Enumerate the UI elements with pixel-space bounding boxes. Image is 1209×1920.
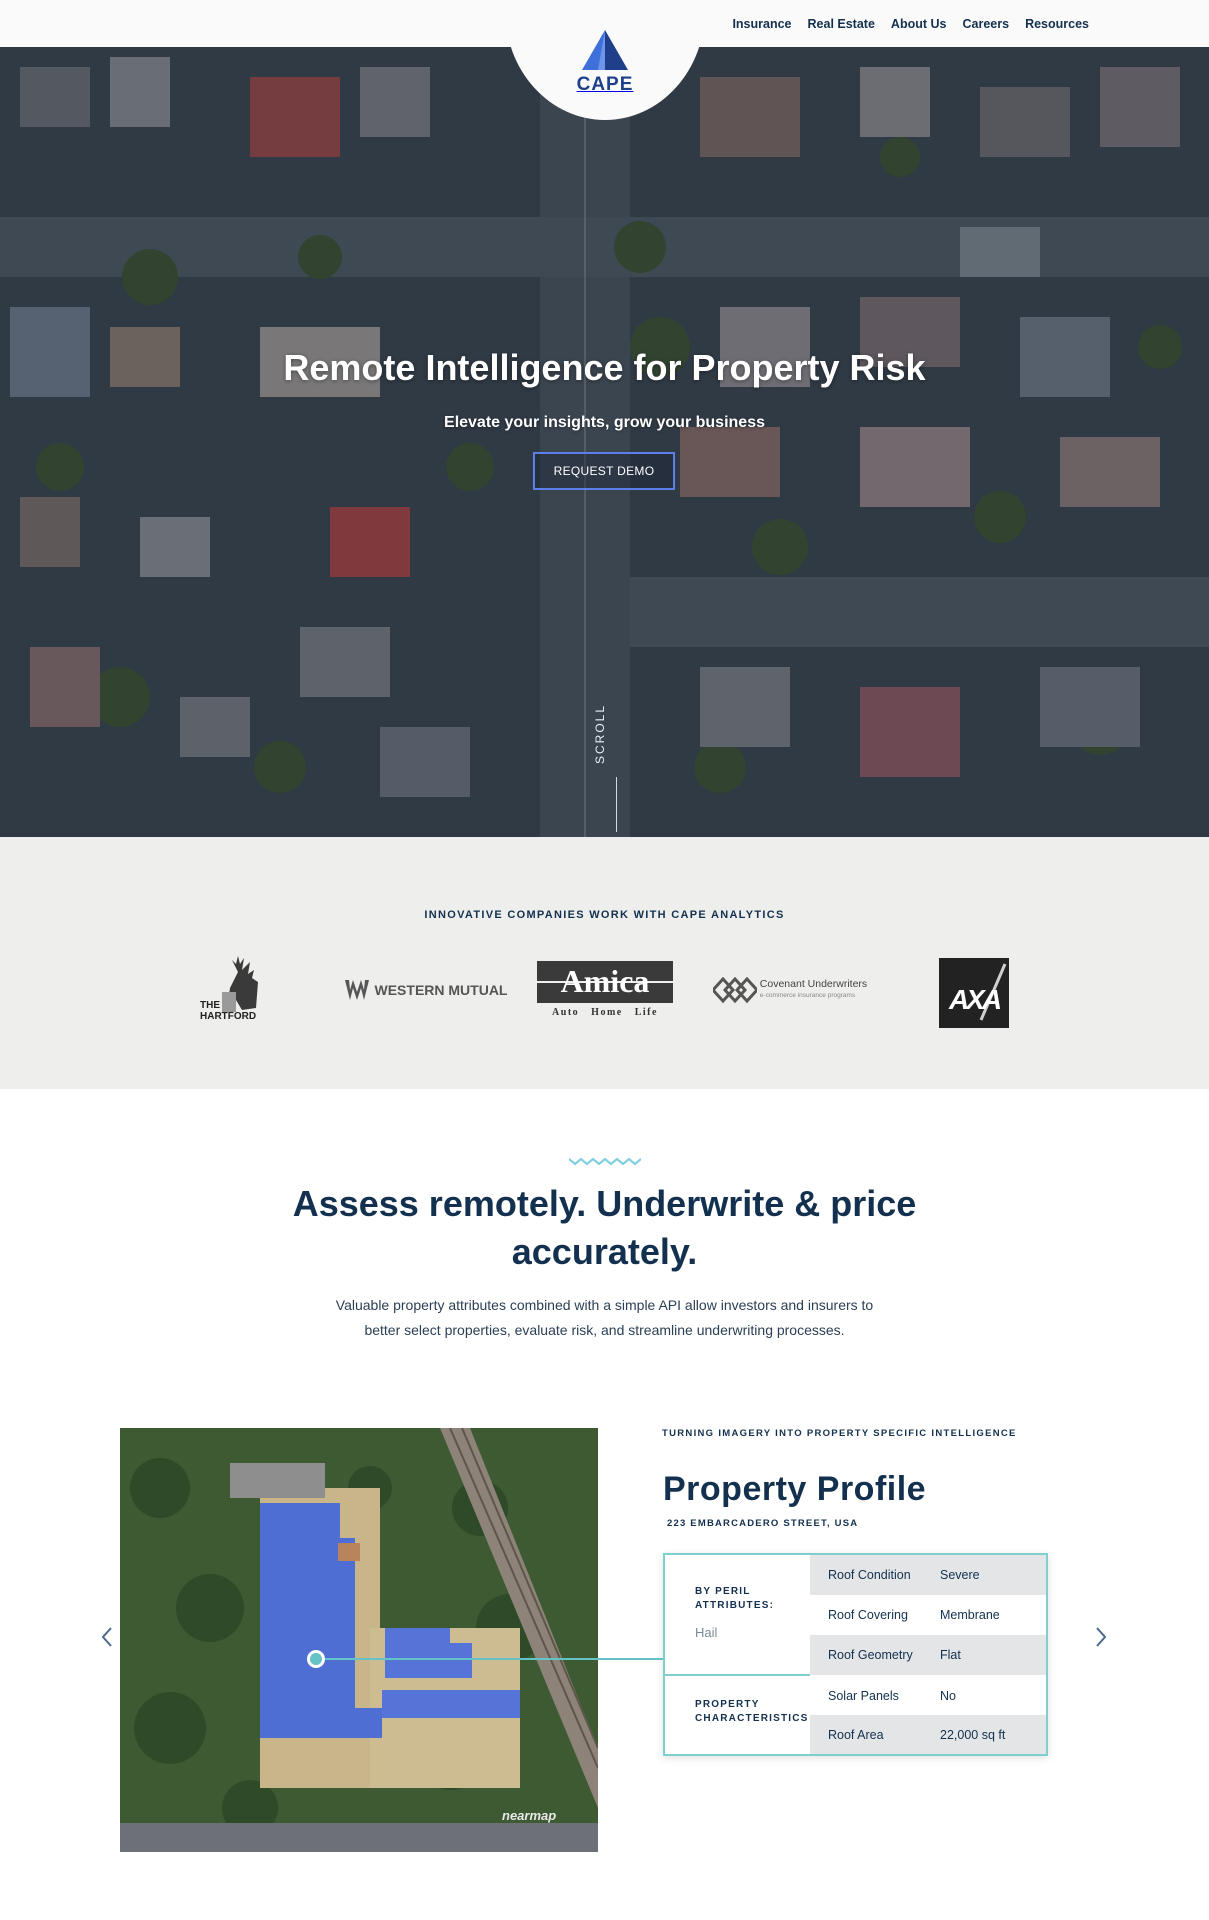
assess-description-line-1: Valuable property attributes combined with a simple API allow investors and insurers to xyxy=(335,1297,874,1313)
assess-description xyxy=(300,1293,909,1343)
chevron-right-icon xyxy=(1094,1626,1108,1648)
partners-section xyxy=(0,837,1209,1089)
attribute-key: Roof Condition xyxy=(828,1568,911,1582)
connector-dot xyxy=(307,1650,325,1668)
nav-about-us[interactable]: About Us xyxy=(890,16,947,31)
aerial-building-image xyxy=(120,1428,598,1852)
partner-logo-axa xyxy=(939,958,1009,1028)
attribute-key: Roof Covering xyxy=(828,1608,908,1622)
partner-logo-the-hartford xyxy=(198,952,278,1030)
covenant-tagline: e-commerce insurance programs xyxy=(759,992,856,999)
axa-text: AXA xyxy=(948,984,1000,1015)
cape-mountain-icon xyxy=(578,28,632,72)
characteristics-label-line-2: CHARACTERISTICS xyxy=(695,1713,809,1724)
scroll-indicator[interactable]: SCROLL xyxy=(593,703,607,765)
hero-title: Remote Intelligence for Property Risk xyxy=(283,347,926,388)
cape-wordmark: CAPE xyxy=(576,74,634,95)
hartford-line-2: HARTFORD xyxy=(200,1011,257,1022)
attribute-value: Severe xyxy=(940,1568,980,1582)
attribute-value: No xyxy=(940,1689,956,1703)
main-nav xyxy=(732,0,1089,47)
attribute-value: Membrane xyxy=(940,1608,1000,1622)
wave-divider-icon xyxy=(569,1155,641,1167)
nav-resources[interactable]: Resources xyxy=(1025,16,1089,31)
covenant-diamonds-icon xyxy=(713,977,757,1003)
nav-real-estate[interactable]: Real Estate xyxy=(807,16,875,31)
hero xyxy=(0,47,1209,837)
attribute-value: 22,000 sq ft xyxy=(940,1727,1006,1742)
attribute-row-roof-condition xyxy=(810,1555,1046,1595)
chevron-left-icon xyxy=(100,1626,114,1648)
amica-tagline: Auto Home Life xyxy=(552,1006,658,1018)
request-demo-button[interactable]: REQUEST DEMO xyxy=(533,452,675,490)
partners-heading: INNOVATIVE COMPANIES WORK WITH CAPE ANALYTICS xyxy=(424,909,785,921)
assess-heading-line-2: accurately. xyxy=(511,1231,698,1272)
hartford-line-1: THE xyxy=(200,1000,220,1011)
attribute-row-solar-panels xyxy=(810,1676,1046,1716)
property-profile-table xyxy=(663,1553,1048,1756)
connector-line xyxy=(325,1658,663,1660)
cape-logo[interactable] xyxy=(570,28,640,100)
partner-logo-western-mutual xyxy=(343,972,508,1008)
attribute-row-roof-geometry xyxy=(810,1635,1046,1675)
attribute-value: Flat xyxy=(940,1648,961,1662)
assess-heading-line-1: Assess remotely. Underwrite & price xyxy=(292,1183,917,1224)
peril-attributes-label xyxy=(695,1585,774,1613)
property-aerial-image xyxy=(120,1428,598,1852)
characteristics-label-line-1: PROPERTY xyxy=(695,1699,760,1710)
profile-title: Property Profile xyxy=(663,1470,927,1508)
image-credit: nearmap xyxy=(502,1808,557,1823)
western-mutual-mark-icon xyxy=(344,978,370,1002)
attribute-key: Roof Area xyxy=(828,1727,884,1742)
attribute-row-roof-area xyxy=(810,1715,1046,1754)
carousel-next-button[interactable] xyxy=(1094,1626,1108,1655)
peril-label-line-2: ATTRIBUTES: xyxy=(695,1600,775,1611)
hero-subtitle: Elevate your insights, grow your business xyxy=(444,414,765,431)
property-characteristics-group xyxy=(665,1676,810,1754)
assess-description-line-2: better select properties, evaluate risk, and streamline underwriting processes. xyxy=(364,1322,845,1338)
scroll-line xyxy=(616,777,617,832)
covenant-text: Covenant Underwriters xyxy=(759,978,868,990)
nav-insurance[interactable]: Insurance xyxy=(732,16,792,31)
attribute-key: Roof Geometry xyxy=(828,1648,913,1662)
peril-value: Hail xyxy=(695,1625,718,1640)
profile-address: 223 EMBARCADERO STREET, USA xyxy=(667,1518,859,1529)
western-mutual-text: WESTERN MUTUAL xyxy=(374,982,508,998)
amica-text: Amica xyxy=(560,963,650,999)
attribute-row-roof-covering xyxy=(810,1595,1046,1635)
partner-logos xyxy=(0,952,1209,1032)
peril-attributes-group xyxy=(665,1555,810,1676)
nav-careers[interactable]: Careers xyxy=(962,16,1010,31)
peril-label-line-1: BY PERIL xyxy=(695,1586,751,1597)
carousel-prev-button[interactable] xyxy=(100,1626,114,1655)
assess-heading xyxy=(280,1180,929,1276)
property-characteristics-label xyxy=(695,1698,809,1726)
profile-eyebrow: TURNING IMAGERY INTO PROPERTY SPECIFIC INTELLIGENCE xyxy=(662,1428,1017,1439)
attribute-key: Solar Panels xyxy=(828,1689,899,1703)
partner-logo-covenant-underwriters xyxy=(706,970,874,1010)
partner-logo-amica xyxy=(537,958,673,1020)
